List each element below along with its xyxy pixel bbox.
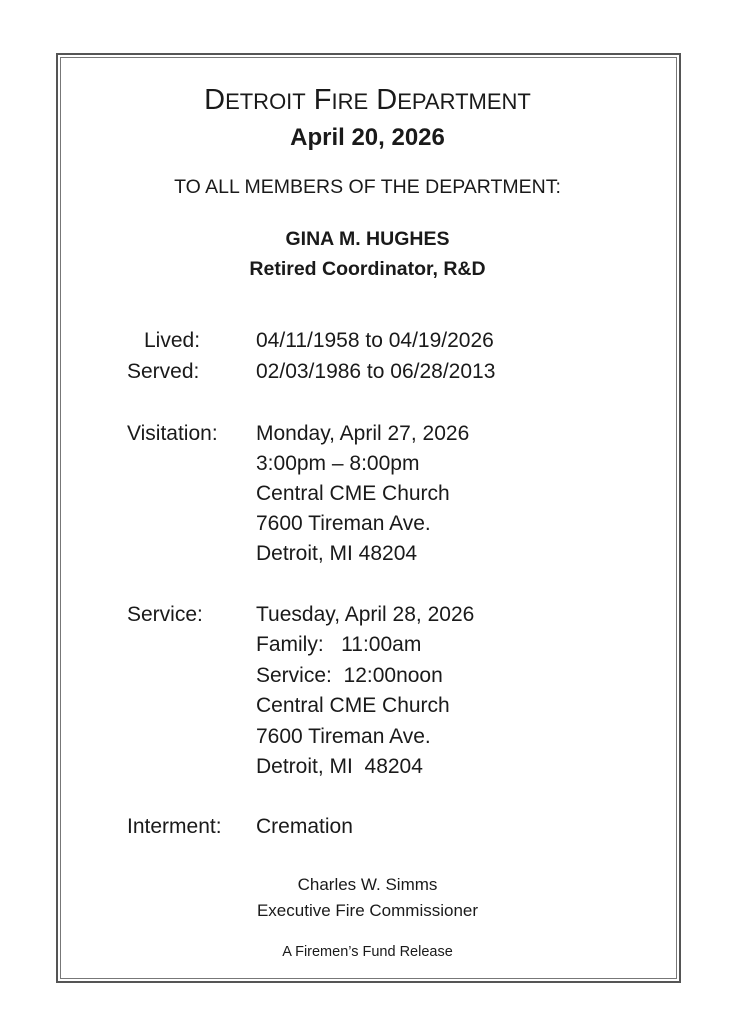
department-title-text: DETROIT FIRE DEPARTMENT bbox=[204, 84, 531, 116]
visitation-time: 3:00pm – 8:00pm bbox=[256, 452, 420, 475]
lived-label: Lived: bbox=[144, 329, 201, 352]
interment-value: Cremation bbox=[256, 815, 353, 838]
served-label: Served: bbox=[127, 360, 200, 383]
service-family-time: Family: 11:00am bbox=[256, 633, 422, 656]
service-time: Service: 12:00noon bbox=[256, 664, 443, 687]
release-note: A Firemen’s Fund Release bbox=[282, 944, 453, 960]
address-line: TO ALL MEMBERS OF THE DEPARTMENT: bbox=[174, 176, 561, 198]
lived-value: 04/11/1958 to 04/19/2026 bbox=[256, 329, 494, 352]
service-date: Tuesday, April 28, 2026 bbox=[256, 603, 475, 626]
visitation-venue: Central CME Church bbox=[256, 482, 450, 505]
service-city: Detroit, MI 48204 bbox=[256, 755, 423, 778]
service-venue: Central CME Church bbox=[256, 694, 450, 717]
department-title bbox=[60, 82, 675, 120]
deceased-title: Retired Coordinator, R&D bbox=[249, 258, 486, 280]
served-value: 02/03/1986 to 06/28/2013 bbox=[256, 360, 496, 383]
visitation-label: Visitation: bbox=[127, 422, 218, 445]
signer-name: Charles W. Simms bbox=[297, 875, 438, 894]
notice-date: April 20, 2026 bbox=[290, 124, 445, 151]
service-street: 7600 Tireman Ave. bbox=[256, 725, 431, 748]
deceased-name: GINA M. HUGHES bbox=[285, 228, 450, 250]
signer-title: Executive Fire Commissioner bbox=[256, 901, 479, 920]
service-label: Service: bbox=[127, 603, 203, 626]
visitation-street: 7600 Tireman Ave. bbox=[256, 512, 431, 535]
visitation-city: Detroit, MI 48204 bbox=[256, 542, 418, 565]
visitation-date: Monday, April 27, 2026 bbox=[256, 422, 470, 445]
interment-label: Interment: bbox=[127, 815, 222, 838]
